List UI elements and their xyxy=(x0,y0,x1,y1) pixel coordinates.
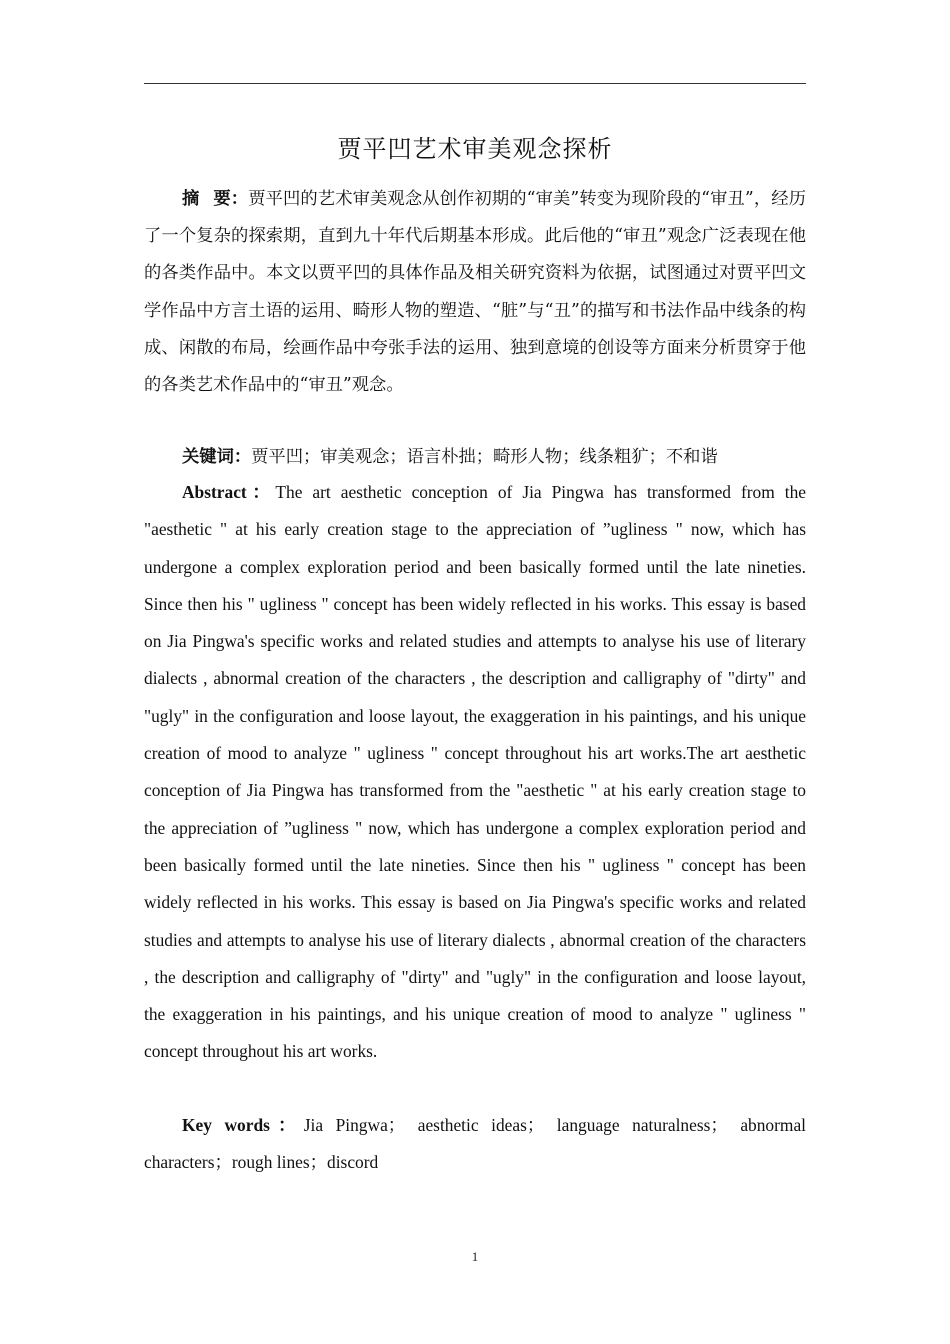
english-keywords-label: Key words： xyxy=(182,1115,304,1135)
chinese-abstract-text: 贾平凹的艺术审美观念从创作初期的“审美”转变为现阶段的“审丑”，经历了一个复杂的探索期，直到九十年代后期基本形成。此后他的“审丑”观念广泛表现在他的各类作品中。本文以贾平凹的具体作品及相关研究资料为依据，试图通过对贾平凹文学作品中方言土语的运用、畸形人物的塑造、“脏”与“丑”的描写和书法作品中线条的构成、闲散的布局，绘画作品中夸张手法的运用、独到意境的创设等方面来分析贯穿于他的各类艺术作品中的“审丑”观念。 xyxy=(144,189,806,396)
chinese-keywords-text: 贾平凹；审美观念；语言朴拙；畸形人物；线条粗犷；不和谐 xyxy=(251,447,718,467)
document-title: 贾平凹艺术审美观念探析 xyxy=(337,135,613,163)
page-number: 1 xyxy=(471,1249,479,1264)
english-keywords-text: Jia Pingwa； aesthetic ideas； language naturalness； abnormal characters；rough lines；discord xyxy=(144,1115,806,1173)
english-abstract-text: The art aesthetic conception of Jia Pingwa has transformed from the "aesthetic " at his early creation stage to the appreciation of ”ugliness " now, which has undergone a complex exploration period and been basically formed until the late nineties. Since then his " ugliness " concept has been widely reflected in his works. This essay is based on Jia Pingwa's specific works and related studies and attempts to analyse his use of literary dialects , abnormal creation of the characters , the description and calligraphy of "dirty" and "ugly" in the configuration and loose layout, the exaggeration in his paintings, and his unique creation of mood to analyze " ugliness " concept throughout his art works.The art aesthetic conception of Jia Pingwa has transformed from the "aesthetic " at his early creation stage to the appreciation of ”ugliness " now, which has undergone a complex exploration period and been basically formed until the late nineties. Since then his " ugliness " concept has been widely reflected in his works. This essay is based on Jia Pingwa's specific works and related studies and attempts to analyse his use of literary dialects , abnormal creation of the characters , the description and calligraphy of "dirty" and "ugly" in the configuration and loose layout, the exaggeration in his paintings, and his unique creation of mood to analyze " ugliness " concept throughout his art works. xyxy=(144,482,807,1062)
english-keywords xyxy=(144,1107,806,1182)
chinese-abstract-label-first: 摘 xyxy=(182,189,214,209)
chinese-abstract xyxy=(144,181,806,404)
english-abstract xyxy=(144,474,806,1071)
chinese-abstract-label xyxy=(182,189,248,209)
chinese-keywords xyxy=(144,439,806,476)
chinese-abstract-label-second: 要： xyxy=(213,189,249,209)
english-abstract-label: Abstract： xyxy=(182,482,276,502)
header-rule xyxy=(144,83,806,84)
chinese-keywords-label: 关键词： xyxy=(182,447,252,467)
